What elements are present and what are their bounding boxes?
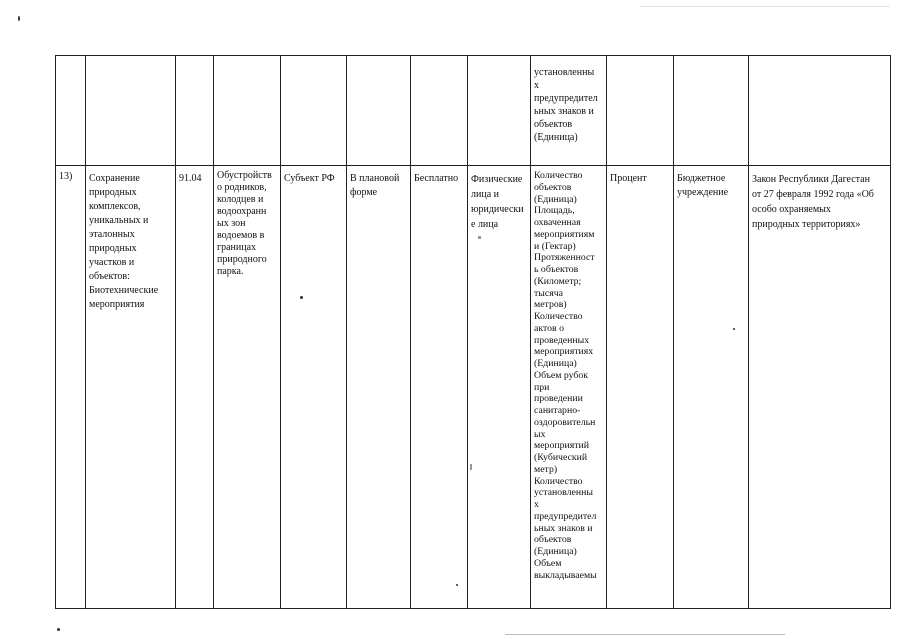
indicator-line: установленны bbox=[534, 487, 593, 499]
name-line: Биотехнические bbox=[89, 285, 159, 296]
scan-speck bbox=[57, 628, 60, 631]
table-cell bbox=[674, 56, 749, 166]
indicator-line: оздоровительн bbox=[534, 416, 596, 428]
indicator-line: Объем bbox=[534, 557, 562, 569]
table-cell bbox=[86, 56, 176, 166]
indicator-line: выкладываемы bbox=[534, 569, 597, 581]
name-line: природных bbox=[89, 243, 137, 254]
table-cell bbox=[281, 56, 347, 166]
indicator-line: метров) bbox=[534, 299, 567, 311]
indicator-line: (Километр; bbox=[534, 275, 582, 287]
scan-edge bbox=[505, 634, 785, 635]
content-line: Обустройств bbox=[217, 170, 272, 181]
row-number: 13) bbox=[56, 166, 86, 609]
form-line: форме bbox=[350, 187, 378, 198]
code-cell: 91.04 bbox=[176, 166, 214, 609]
indicator-line: мероприятий bbox=[534, 440, 590, 452]
indicator-line: (Единица) bbox=[534, 358, 577, 369]
indicator-line: объектов bbox=[534, 534, 572, 546]
indicator-line: и (Гектар) bbox=[534, 240, 576, 252]
recipients-line: е лица bbox=[471, 219, 499, 230]
recipients-line: лица и bbox=[471, 189, 499, 200]
indicator-line: санитарно- bbox=[534, 405, 581, 416]
service-name-cell bbox=[86, 166, 176, 609]
table-row bbox=[56, 166, 891, 609]
table-cell bbox=[607, 56, 674, 166]
content-line: природного bbox=[217, 254, 267, 265]
indicator-line: объектов bbox=[534, 181, 572, 193]
institution-line: Бюджетное bbox=[677, 173, 726, 184]
indicator-line: тысяча bbox=[534, 287, 563, 299]
indicator-line: предупредител bbox=[534, 510, 597, 522]
indicator-line: х bbox=[534, 499, 539, 510]
name-line: комплексов, bbox=[89, 201, 141, 212]
scan-speck bbox=[18, 16, 20, 21]
content-line: парка. bbox=[217, 266, 244, 277]
table-cell bbox=[176, 56, 214, 166]
indicator-line: (Единица) bbox=[534, 193, 577, 205]
indicator-line: мероприятиям bbox=[534, 228, 595, 240]
law-line: природных территориях» bbox=[752, 219, 861, 230]
indicator-line: мероприятиях bbox=[534, 346, 594, 358]
table-row bbox=[56, 56, 891, 166]
table-cell bbox=[347, 56, 411, 166]
indicator-line: Количество bbox=[534, 170, 583, 181]
name-line: объектов: bbox=[89, 271, 130, 282]
indicator-line: х bbox=[534, 80, 539, 91]
indicator-line: ь объектов bbox=[534, 264, 579, 275]
content-line: границах bbox=[217, 242, 257, 253]
table-cell bbox=[214, 56, 281, 166]
indicator-line: (Единица) bbox=[534, 546, 577, 557]
indicator-line: актов о bbox=[534, 322, 565, 334]
unit-cell: Процент bbox=[607, 166, 674, 609]
form-line: В плановой bbox=[350, 173, 400, 184]
content-line: ых зон bbox=[217, 218, 246, 229]
indicator-line: ьных знаков и bbox=[534, 106, 594, 117]
institution-line: учреждение bbox=[677, 187, 729, 198]
recipients-line: Физические bbox=[471, 174, 523, 185]
law-line: от 27 февраля 1992 года «Об bbox=[752, 189, 874, 200]
recipients-line: юридически bbox=[471, 204, 524, 215]
content-line: водоемов в bbox=[217, 230, 265, 241]
table-cell bbox=[56, 56, 86, 166]
table-cell bbox=[749, 56, 891, 166]
name-line: мероприятия bbox=[89, 299, 145, 310]
indicator-line: ых bbox=[534, 428, 546, 440]
indicator-line: Объем рубок bbox=[534, 369, 589, 381]
law-line: особо охраняемых bbox=[752, 204, 831, 215]
scan-edge bbox=[640, 6, 890, 7]
subject-cell: Субъект РФ bbox=[281, 166, 347, 609]
name-line: участков и bbox=[89, 257, 135, 268]
content-line: водоохранн bbox=[217, 206, 267, 217]
content-line: колодцев и bbox=[217, 194, 264, 205]
name-line: природных bbox=[89, 187, 137, 198]
indicator-line: охваченная bbox=[534, 217, 581, 228]
content-cell bbox=[214, 166, 281, 609]
payment-cell: Бесплатно bbox=[411, 166, 468, 609]
indicator-line: Количество bbox=[534, 475, 583, 487]
indicator-line: (Единица) bbox=[534, 132, 578, 143]
indicator-line: проведении bbox=[534, 393, 583, 405]
institution-cell bbox=[674, 166, 749, 609]
indicator-line: Протяженност bbox=[534, 252, 595, 264]
table-cell bbox=[468, 56, 531, 166]
indicator-line: проведенных bbox=[534, 334, 590, 346]
indicator-line: метр) bbox=[534, 463, 558, 475]
indicator-line: Площадь, bbox=[534, 205, 575, 217]
indicator-line: (Кубический bbox=[534, 452, 588, 463]
law-line: Закон Республики Дагестан bbox=[752, 174, 870, 185]
content-line: о родников, bbox=[217, 182, 267, 193]
indicator-cell bbox=[531, 56, 607, 166]
indicator-line: ьных знаков и bbox=[534, 522, 593, 534]
indicator-cell bbox=[531, 166, 607, 609]
indicator-line: при bbox=[534, 381, 550, 393]
law-cell bbox=[749, 166, 891, 609]
indicator-line: Количество bbox=[534, 311, 583, 322]
indicator-line: предупредител bbox=[534, 93, 598, 104]
services-table bbox=[55, 55, 891, 609]
indicator-line: объектов bbox=[534, 119, 573, 130]
recipients-cell bbox=[468, 166, 531, 609]
form-cell bbox=[347, 166, 411, 609]
name-line: эталонных bbox=[89, 229, 135, 240]
indicator-line: установленны bbox=[534, 67, 595, 78]
name-line: Сохранение bbox=[89, 173, 140, 184]
name-line: уникальных и bbox=[89, 215, 149, 226]
table-cell bbox=[411, 56, 468, 166]
